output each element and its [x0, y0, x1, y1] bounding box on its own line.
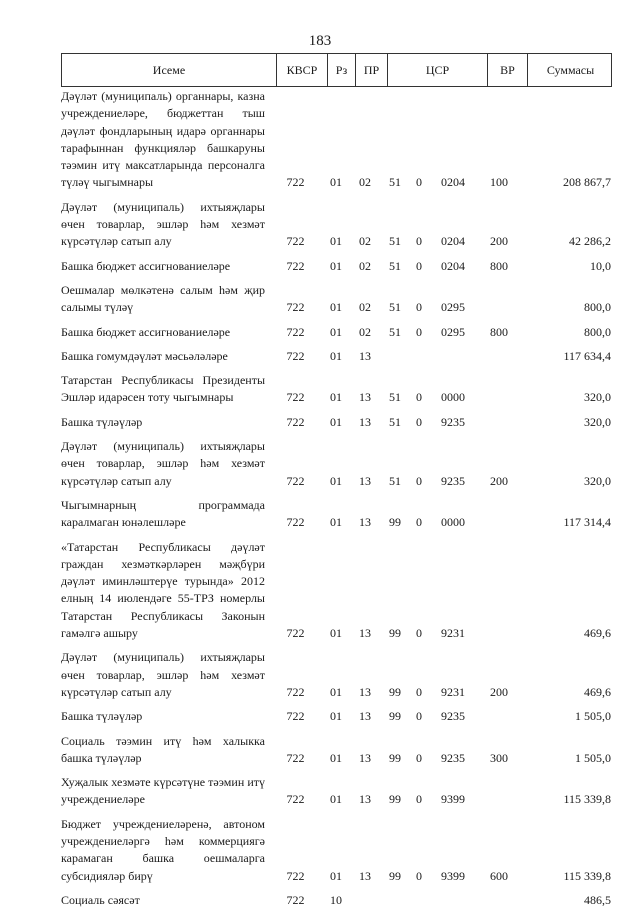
- row-sum: 117 314,4: [563, 515, 611, 530]
- row-sum: 800,0: [584, 300, 611, 315]
- row-csr-part1: 51: [389, 473, 401, 488]
- header-vr: ВР: [488, 54, 528, 86]
- row-pr: 02: [359, 175, 371, 190]
- row-kvsr: 722: [286, 348, 305, 363]
- row-name: Дәүләт (муниципаль) ихтыяҗлары өчен товарлар, эшләр һәм хезмәт күрсәтүләр сатып алу: [61, 199, 265, 249]
- row-csr-part1: 99: [389, 709, 401, 724]
- row-vr: 800: [490, 324, 508, 339]
- row-name: Башка гомумдәүләт мәсьәләләре: [61, 348, 228, 363]
- row-name: Социаль сәясәт: [61, 892, 140, 907]
- row-csr-part2: 0: [416, 175, 422, 190]
- row-pr: 13: [359, 626, 371, 641]
- row-sum: 320,0: [584, 414, 611, 429]
- row-kvsr: 722: [286, 414, 305, 429]
- row-vr: 100: [490, 175, 508, 190]
- row-kvsr: 722: [286, 684, 305, 699]
- row-vr: 300: [490, 750, 508, 765]
- row-csr-part1: 51: [389, 414, 401, 429]
- row-kvsr: 722: [286, 234, 305, 249]
- row-sum: 320,0: [584, 390, 611, 405]
- row-pr: 02: [359, 300, 371, 315]
- row-csr-part3: 9399: [441, 868, 465, 883]
- row-name: Башка түләүләр: [61, 709, 143, 724]
- row-kvsr: 722: [286, 868, 305, 883]
- row-csr-part3: 9235: [441, 750, 465, 765]
- row-csr-part3: 9235: [441, 709, 465, 724]
- table-row: [61, 539, 621, 643]
- row-csr-part2: 0: [416, 792, 422, 807]
- row-name: Чыгымнарның программада каралмаган юнәлешләре: [61, 497, 265, 530]
- row-csr-part1: 51: [389, 258, 401, 273]
- header-sum: Суммасы: [546, 63, 595, 77]
- row-rz: 10: [330, 892, 342, 907]
- row-csr-part3: 0000: [441, 515, 465, 530]
- row-pr: 13: [359, 515, 371, 530]
- row-rz: 01: [330, 868, 342, 883]
- row-sum: 115 339,8: [563, 792, 611, 807]
- row-name: Дәүләт (муниципаль) ихтыяҗлары өчен товарлар, эшләр һәм хезмәт күрсәтүләр сатып алу: [61, 439, 265, 488]
- row-csr-part1: 51: [389, 175, 401, 190]
- table-row: [61, 708, 621, 725]
- row-sum: 208 867,7: [563, 175, 611, 190]
- row-csr-part1: 99: [389, 626, 401, 641]
- table-row: [61, 892, 621, 909]
- row-name: «Татарстан Республикасы дәүләт граждан хезмәткәрләрен мәҗбүри дәүләт иминләштерүе турында» 2012 елның 14 июлендәге 55-ТРЗ номерлы Татарстан Республикасы Законын гамәлгә ашыру: [61, 539, 265, 641]
- table-row: [61, 282, 621, 317]
- row-csr-part1: 99: [389, 750, 401, 765]
- row-pr: 13: [359, 792, 371, 807]
- row-csr-part2: 0: [416, 390, 422, 405]
- row-csr-part2: 0: [416, 626, 422, 641]
- row-kvsr: 722: [286, 792, 305, 807]
- row-name: Башка түләүләр: [61, 414, 143, 429]
- row-csr-part1: 99: [389, 792, 401, 807]
- row-kvsr: 722: [286, 300, 305, 315]
- row-rz: 01: [330, 348, 342, 363]
- row-rz: 01: [330, 300, 342, 315]
- row-pr: 02: [359, 258, 371, 273]
- row-kvsr: 722: [286, 175, 305, 190]
- row-pr: 13: [359, 414, 371, 429]
- table-row: [61, 649, 621, 701]
- row-rz: 01: [330, 234, 342, 249]
- row-sum: 469,6: [584, 684, 611, 699]
- row-csr-part1: 51: [389, 234, 401, 249]
- header-rz: Рз: [328, 54, 356, 86]
- row-kvsr: 722: [286, 258, 305, 273]
- row-rz: 01: [330, 750, 342, 765]
- row-sum: 117 634,4: [563, 348, 611, 363]
- row-csr-part2: 0: [416, 324, 422, 339]
- row-kvsr: 722: [286, 709, 305, 724]
- row-rz: 01: [330, 792, 342, 807]
- row-pr: 13: [359, 390, 371, 405]
- header-name: Исеме: [62, 54, 277, 86]
- row-rz: 01: [330, 258, 342, 273]
- row-rz: 01: [330, 626, 342, 641]
- row-name: Бюджет учреждениеләренә, автоном учреждениеләргә һәм коммерциягә карамаган башка оешмаларга субсидияләр бирү: [61, 816, 265, 883]
- row-pr: 13: [359, 750, 371, 765]
- row-csr-part1: 99: [389, 868, 401, 883]
- table-row: [61, 88, 621, 192]
- row-csr-part2: 0: [416, 258, 422, 273]
- table-row: [61, 372, 621, 407]
- table-row: [61, 258, 621, 275]
- row-vr: 800: [490, 258, 508, 273]
- row-csr-part2: 0: [416, 473, 422, 488]
- table-body: [61, 88, 621, 916]
- row-rz: 01: [330, 709, 342, 724]
- row-pr: 13: [359, 868, 371, 883]
- row-csr-part1: 99: [389, 684, 401, 699]
- row-csr-part3: 9231: [441, 626, 465, 641]
- row-csr-part1: 51: [389, 300, 401, 315]
- row-pr: 02: [359, 234, 371, 249]
- row-vr: 200: [490, 234, 508, 249]
- row-pr: 13: [359, 348, 371, 363]
- row-rz: 01: [330, 390, 342, 405]
- row-csr-part3: 0295: [441, 300, 465, 315]
- row-rz: 01: [330, 473, 342, 488]
- row-csr-part1: 99: [389, 515, 401, 530]
- table-row: [61, 438, 621, 490]
- row-csr-part3: 9235: [441, 414, 465, 429]
- row-rz: 01: [330, 414, 342, 429]
- row-sum: 1 505,0: [575, 750, 611, 765]
- row-csr-part3: 9231: [441, 684, 465, 699]
- row-name: Татарстан Республикасы Президенты Эшләр идарәсен тоту чыгымнары: [61, 373, 265, 405]
- row-csr-part3: 0204: [441, 175, 465, 190]
- row-csr-part2: 0: [416, 684, 422, 699]
- table-row: [61, 733, 621, 768]
- row-csr-part2: 0: [416, 300, 422, 315]
- table-row: [61, 199, 621, 251]
- table-row: [61, 497, 621, 532]
- row-csr-part2: 0: [416, 750, 422, 765]
- table-row: [61, 816, 621, 885]
- row-name: Социаль тәэмин итү һәм халыкка башка түләүләр: [61, 733, 265, 765]
- table-header: [61, 53, 612, 87]
- row-sum: 1 505,0: [575, 709, 611, 724]
- header-pr: ПР: [356, 54, 388, 86]
- row-csr-part3: 0204: [441, 234, 465, 249]
- row-rz: 01: [330, 684, 342, 699]
- row-sum: 486,5: [584, 892, 611, 907]
- table-row: [61, 774, 621, 809]
- row-pr: 13: [359, 684, 371, 699]
- row-csr-part3: 9235: [441, 473, 465, 488]
- row-vr: 200: [490, 473, 508, 488]
- table-row: [61, 414, 621, 431]
- row-kvsr: 722: [286, 324, 305, 339]
- row-csr-part2: 0: [416, 709, 422, 724]
- row-kvsr: 722: [286, 390, 305, 405]
- row-name: Оешмалар мөлкәтенә салым һәм җир салымы түләү: [61, 282, 265, 315]
- table-row: [61, 348, 621, 365]
- row-kvsr: 722: [286, 515, 305, 530]
- row-name: Дәүләт (муниципаль) ихтыяҗлары өчен товарлар, эшләр һәм хезмәт күрсәтүләр сатып алу: [61, 650, 265, 699]
- row-kvsr: 722: [286, 892, 305, 907]
- row-kvsr: 722: [286, 626, 305, 641]
- row-sum: 800,0: [584, 324, 611, 339]
- header-csr: ЦСР: [388, 54, 488, 86]
- row-sum: 469,6: [584, 626, 611, 641]
- row-vr: 200: [490, 684, 508, 699]
- row-csr-part3: 9399: [441, 792, 465, 807]
- row-name: Башка бюджет ассигнованиеләре: [61, 258, 231, 273]
- row-pr: 13: [359, 709, 371, 724]
- row-sum: 10,0: [590, 258, 611, 273]
- row-csr-part1: 51: [389, 390, 401, 405]
- header-kvsr: КВСР: [277, 54, 328, 86]
- row-pr: 02: [359, 324, 371, 339]
- row-csr-part2: 0: [416, 515, 422, 530]
- row-kvsr: 722: [286, 750, 305, 765]
- row-csr-part1: 51: [389, 324, 401, 339]
- row-pr: 13: [359, 473, 371, 488]
- row-rz: 01: [330, 324, 342, 339]
- row-vr: 600: [490, 868, 508, 883]
- page-number: 183: [308, 33, 332, 49]
- row-csr-part3: 0204: [441, 258, 465, 273]
- row-name: Башка бюджет ассигнованиеләре: [61, 324, 231, 339]
- row-name: Хуҗалык хезмәте күрсәтүне тәэмин итү учреждениеләре: [61, 775, 265, 807]
- row-sum: 115 339,8: [563, 868, 611, 883]
- row-rz: 01: [330, 175, 342, 190]
- row-csr-part3: 0295: [441, 324, 465, 339]
- row-name: Дәүләт (муниципаль) органнары, казна учреждениеләре, бюджеттан тыш дәүләт фондларының идарә органнары тарафыннан функцияләр башкаруны тәэмин итү максатларында персоналга түләү чыгымнары: [61, 89, 265, 190]
- row-sum: 320,0: [584, 473, 611, 488]
- row-kvsr: 722: [286, 473, 305, 488]
- row-csr-part2: 0: [416, 868, 422, 883]
- row-csr-part3: 0000: [441, 390, 465, 405]
- row-sum: 42 286,2: [569, 234, 611, 249]
- row-csr-part2: 0: [416, 234, 422, 249]
- row-rz: 01: [330, 515, 342, 530]
- row-csr-part2: 0: [416, 414, 422, 429]
- table-row: [61, 324, 621, 341]
